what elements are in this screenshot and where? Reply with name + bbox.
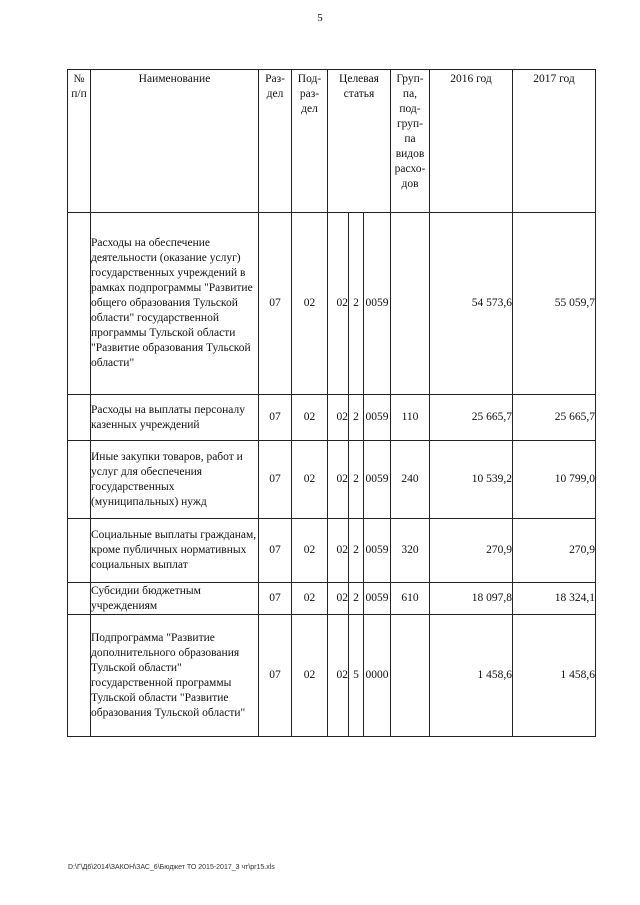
row-target-direction: 0000 — [364, 615, 391, 737]
row-target-subprogram: 2 — [349, 213, 364, 395]
row-num — [68, 583, 91, 615]
header-num: № п/п — [68, 70, 91, 213]
row-target-direction: 0059 — [364, 519, 391, 583]
header-2017: 2017 год — [513, 70, 596, 213]
row-group — [391, 213, 430, 395]
row-target-program: 02 — [328, 441, 349, 519]
row-razdel: 07 — [259, 615, 292, 737]
row-podrazdel: 02 — [292, 213, 328, 395]
row-podrazdel: 02 — [292, 441, 328, 519]
row-target-direction: 0059 — [364, 441, 391, 519]
row-num — [68, 213, 91, 395]
row-2017: 55 059,7 — [513, 213, 596, 395]
table-row — [68, 213, 596, 395]
row-podrazdel: 02 — [292, 615, 328, 737]
row-2017: 270,9 — [513, 519, 596, 583]
row-target-subprogram: 2 — [349, 441, 364, 519]
footer-file-path: D:\Г\Д6\2014\ЗАКОН\ЗАС_6\Бюджет ТО 2015-2017_3 чт\pr15.xls — [68, 864, 275, 871]
row-razdel: 07 — [259, 519, 292, 583]
row-2016: 25 665,7 — [430, 395, 513, 441]
row-podrazdel: 02 — [292, 519, 328, 583]
header-group: Груп- па, под- груп- па видов расхо- дов — [391, 70, 430, 213]
row-target-subprogram: 2 — [349, 583, 364, 615]
row-razdel: 07 — [259, 441, 292, 519]
row-podrazdel: 02 — [292, 395, 328, 441]
row-name: Субсидии бюджетным учреждениям — [91, 583, 259, 615]
row-target-direction: 0059 — [364, 213, 391, 395]
row-2017: 1 458,6 — [513, 615, 596, 737]
row-name: Иные закупки товаров, работ и услуг для обеспечения государственных (муниципальных) нужд — [91, 441, 259, 519]
row-2016: 10 539,2 — [430, 441, 513, 519]
row-num — [68, 519, 91, 583]
row-2016: 18 097,8 — [430, 583, 513, 615]
row-target-direction: 0059 — [364, 583, 391, 615]
row-num — [68, 441, 91, 519]
row-2017: 18 324,1 — [513, 583, 596, 615]
row-group: 110 — [391, 395, 430, 441]
header-2016: 2016 год — [430, 70, 513, 213]
row-name: Подпрограмма "Развитие дополнительного образования Тульской области" государственной программы Тульской области "Развитие образования Тульской области" — [91, 615, 259, 737]
budget-table — [67, 69, 596, 737]
row-2016: 1 458,6 — [430, 615, 513, 737]
row-target-program: 02 — [328, 213, 349, 395]
row-2016: 270,9 — [430, 519, 513, 583]
row-target-direction: 0059 — [364, 395, 391, 441]
row-razdel: 07 — [259, 583, 292, 615]
table-header-row — [68, 70, 596, 213]
row-target-program: 02 — [328, 615, 349, 737]
row-podrazdel: 02 — [292, 583, 328, 615]
row-2017: 25 665,7 — [513, 395, 596, 441]
header-razdel: Раз- дел — [259, 70, 292, 213]
row-razdel: 07 — [259, 213, 292, 395]
table-row — [68, 519, 596, 583]
row-razdel: 07 — [259, 395, 292, 441]
row-target-program: 02 — [328, 395, 349, 441]
page-number: 5 — [317, 12, 323, 24]
row-group: 240 — [391, 441, 430, 519]
row-2016: 54 573,6 — [430, 213, 513, 395]
row-target-subprogram: 2 — [349, 519, 364, 583]
header-target: Целевая статья — [328, 70, 391, 213]
row-target-subprogram: 2 — [349, 395, 364, 441]
row-target-program: 02 — [328, 583, 349, 615]
row-name: Социальные выплаты гражданам, кроме публичных нормативных социальных выплат — [91, 519, 259, 583]
header-podrazdel: Под- раз- дел — [292, 70, 328, 213]
row-group: 610 — [391, 583, 430, 615]
row-name: Расходы на выплаты персоналу казенных учреждений — [91, 395, 259, 441]
row-num — [68, 615, 91, 737]
table-row — [68, 583, 596, 615]
row-2017: 10 799,0 — [513, 441, 596, 519]
row-group — [391, 615, 430, 737]
row-target-program: 02 — [328, 519, 349, 583]
row-target-subprogram: 5 — [349, 615, 364, 737]
header-name: Наименование — [91, 70, 259, 213]
table-row — [68, 441, 596, 519]
row-group: 320 — [391, 519, 430, 583]
row-name: Расходы на обеспечение деятельности (оказание услуг) государственных учреждений в рамках подпрограммы "Развитие общего образования Тульской области" государственной программы Тульской области "Развитие образования Тульской области" — [91, 213, 259, 395]
table-row — [68, 615, 596, 737]
row-num — [68, 395, 91, 441]
table-row — [68, 395, 596, 441]
